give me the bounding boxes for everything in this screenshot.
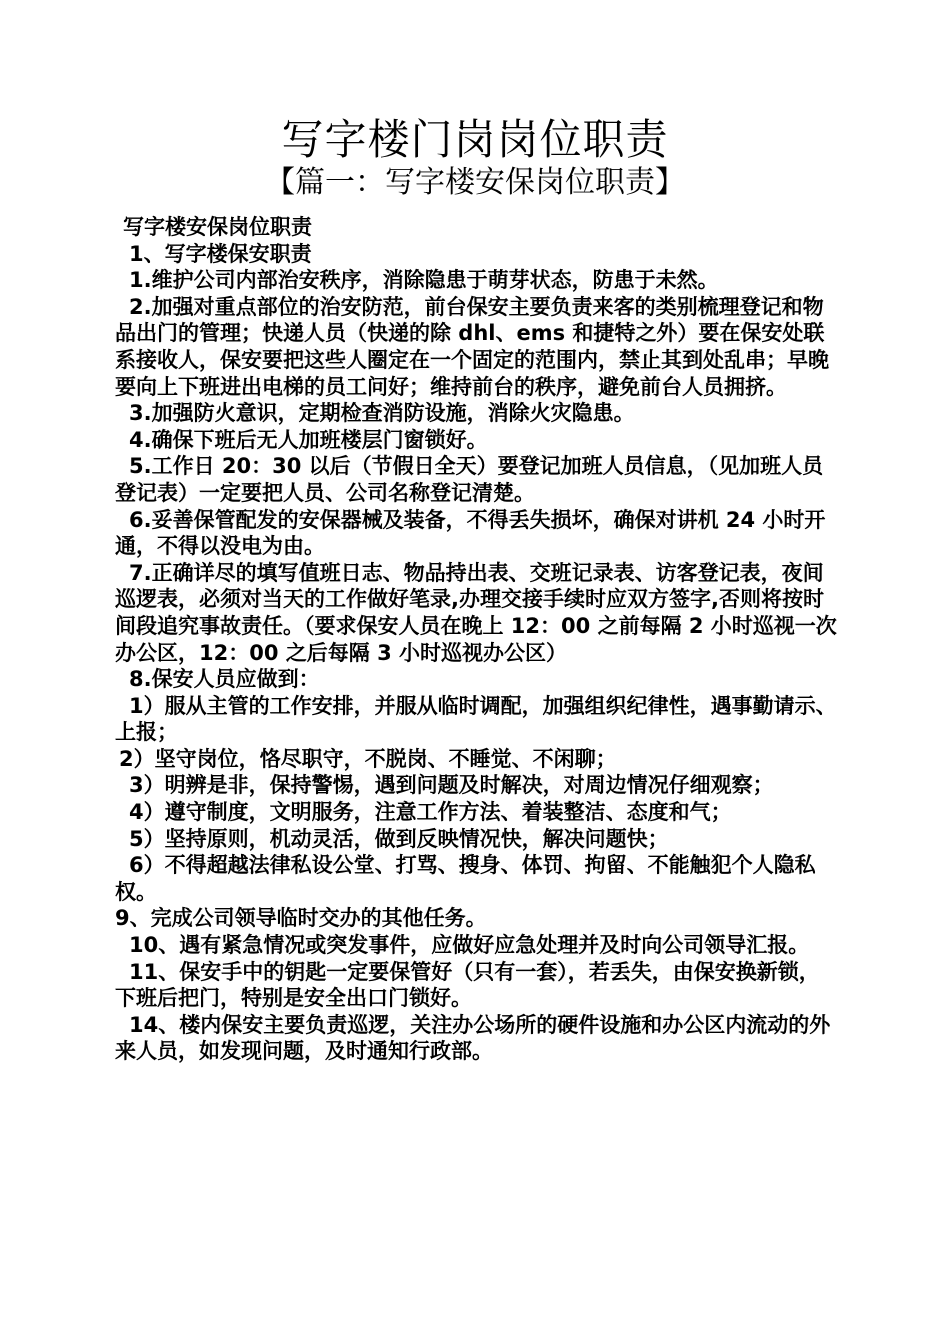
document-body: [115, 214, 837, 1065]
list-item: 2）坚守岗位，恪尽职守，不脱岗、不睡觉、不闲聊；: [119, 746, 617, 771]
section-heading: 写字楼安保岗位职责: [123, 215, 312, 239]
paragraph: 9、完成公司领导临时交办的其他任务。: [115, 906, 487, 931]
page-title: 写字楼门岗岗位职责: [281, 115, 669, 164]
paragraph: 3.加强防火意识，定期检查消防设施，消除火灾隐患。: [129, 401, 635, 426]
list-item: 3）明辨是非，保持警惕，遇到问题及时解决，对周边情况仔细观察；: [129, 773, 774, 798]
paragraph: 5.工作日 20：30 以后（节假日全天）要登记加班人员信息，（见加班人员登记表）一定要把人员、公司名称登记清楚。: [115, 454, 824, 505]
page-subtitle: 【篇一：写字楼安保岗位职责】: [265, 165, 685, 200]
paragraph: 4.确保下班后无人加班楼层门窗锁好。: [129, 427, 488, 452]
paragraph: 2.加强对重点部位的治安防范，前台保安主要负责来客的类别梳理登记和物品出门的管理；快递人员（快递的除 dhl、ems 和捷特之外）要在保安处联系接收人，保安要把这些人圈定在一个固定的范围内，禁止其到处乱串；早晚要向上下班进出电梯的员工问好；维持前台的秩序，避免前台人员拥挤。: [115, 294, 829, 399]
list-item: 5）坚持原则，机动灵活，做到反映情况快，解决问题快；: [129, 826, 669, 851]
paragraph: 7.正确详尽的填写值班日志、物品持出表、交班记录表、访客登记表，夜间巡逻表，必须对当天的工作做好笔录,办理交接手续时应双方签字,否则将按时间段追究事故责任。（要求保安人员在晚上 12：00 之前每隔 2 小时巡视一次办公区，12：00 之后每隔 3 小时巡视办公区）: [115, 560, 837, 665]
paragraph: 6.妥善保管配发的安保器械及装备，不得丢失损坏，确保对讲机 24 小时开通，不得以没电为由。: [115, 507, 826, 559]
paragraph: 10、遇有紧急情况或突发事件，应做好应急处理并及时向公司领导汇报。: [129, 933, 810, 958]
subsection-heading: 1、写字楼保安职责: [129, 241, 312, 266]
list-item: 1）服从主管的工作安排，并服从临时调配，加强组织纪律性，遇事勤请示、上报；: [115, 693, 837, 745]
paragraph: 11、保安手中的钥匙一定要保管好（只有一套），若丢失，由保安换新锁，下班后把门，特别是安全出口门锁好。: [115, 959, 820, 1011]
paragraph: 8.保安人员应做到：: [129, 667, 320, 692]
list-item: 4）遵守制度，文明服务，注意工作方法、着装整洁、态度和气；: [129, 800, 732, 825]
paragraph: 1.维护公司内部治安秩序，消除隐患于萌芽状态，防患于未然。: [129, 268, 719, 293]
list-item: 6）不得超越法律私设公堂、打骂、搜身、体罚、拘留、不能触犯个人隐私权。: [115, 853, 816, 904]
paragraph: 14、楼内保安主要负责巡逻，关注办公场所的硬件设施和办公区内流动的外来人员，如发现问题，及时通知行政部。: [115, 1012, 831, 1064]
